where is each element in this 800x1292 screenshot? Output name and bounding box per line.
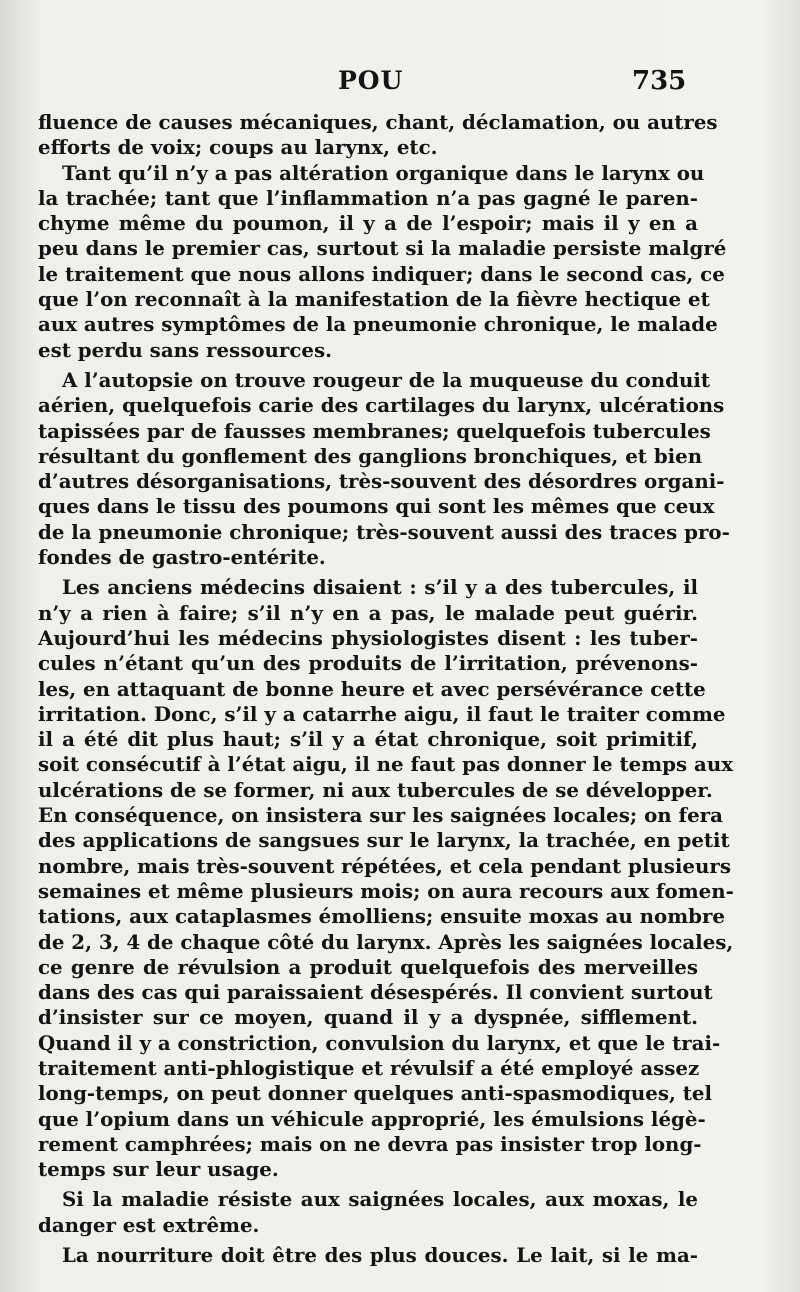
text-line: de la pneumonie chronique; très-souvent aussi des traces pro- [38, 519, 730, 544]
body-text [38, 110, 734, 1268]
text-line: Aujourd’hui les médecins physiologistes disent : les tuber- [38, 625, 698, 650]
text-line: ce genre de révulsion a produit quelquefois des merveilles [38, 954, 698, 979]
text-line: le traitement que nous allons indiquer; dans le second cas, ce [38, 261, 725, 286]
page-number: 735 [632, 66, 687, 96]
text-line: fluence de causes mécaniques, chant, déclamation, ou autres [38, 110, 718, 134]
text-line: irritation. Donc, s’il y a catarrhe aigu, il faut le traiter comme [38, 701, 726, 726]
text-line: En conséquence, on insistera sur les saignées locales; on fera [38, 803, 723, 828]
text-line: ques dans le tissu des poumons qui sont les mêmes que ceux [38, 494, 715, 519]
text-line: que l’opium dans un véhicule approprié, les émulsions légè- [38, 1106, 706, 1131]
text-line: efforts de voix; coups au larynx, etc. [38, 135, 438, 160]
text-line: soit consécutif à l’état aigu, il ne faut pas donner le temps aux [38, 752, 734, 777]
text-line: d’insister sur ce moyen, quand il y a dyspnée, sifflement. [38, 1005, 698, 1030]
text-line: Les anciens médecins disaient : s’il y a des tubercules, il [62, 575, 698, 600]
text-line: A l’autopsie on trouve rougeur de la muqueuse du conduit [62, 367, 711, 392]
text-line: La nourriture doit être des plus douces. Le lait, si le ma- [62, 1243, 698, 1268]
text-line: danger est extrême. [38, 1212, 260, 1237]
text-line: nombre, mais très-souvent répétées, et cela pendant plusieurs [38, 853, 731, 878]
text-line: la trachée; tant que l’inflammation n’a pas gagné le paren- [38, 185, 698, 210]
text-line: de 2, 3, 4 de chaque côté du larynx. Après les saignées locales, [38, 929, 734, 954]
text-line: rement camphrées; mais on ne devra pas insister trop long- [38, 1131, 702, 1156]
text-line: tapissées par de fausses membranes; quelquefois tubercules [38, 418, 711, 443]
text-line: chyme même du poumon, il y a de l’espoir; mais il y en a [38, 211, 698, 236]
text-line: il a été dit plus haut; s’il y a état chronique, soit primitif, [38, 727, 698, 752]
text-line: Si la maladie résiste aux saignées locales, aux moxas, le [62, 1187, 698, 1212]
text-line: les, en attaquant de bonne heure et avec persévérance cette [38, 676, 706, 701]
text-line: des applications de sangsues sur le larynx, la trachée, en petit [38, 828, 730, 853]
text-line: que l’on reconnaît à la manifestation de la fièvre hectique et [38, 287, 710, 312]
text-line: Tant qu’il n’y a pas altération organique dans le larynx ou [62, 160, 705, 185]
text-line: n’y a rien à faire; s’il n’y en a pas, le malade peut guérir. [38, 600, 698, 625]
text-line: résultant du gonflement des ganglions bronchiques, et bien [38, 443, 703, 468]
text-line: ulcérations de se former, ni aux tubercules de se développer. [38, 777, 713, 802]
text-line: semaines et même plusieurs mois; on aura recours aux fomen- [38, 878, 734, 903]
text-line: Quand il y a constriction, convulsion du larynx, et que le trai- [38, 1030, 721, 1055]
text-line: aérien, quelquefois carie des cartilages du larynx, ulcérations [38, 393, 725, 418]
text-line: dans des cas qui paraissaient désespérés. Il convient surtout [38, 980, 713, 1005]
text-line: cules n’étant qu’un des produits de l’irritation, prévenons- [38, 651, 698, 676]
text-line: long-temps, on peut donner quelques anti-spasmodiques, tel [38, 1081, 713, 1106]
running-head [0, 66, 800, 106]
text-line: temps sur leur usage. [38, 1157, 279, 1182]
running-head-title: POU [338, 66, 404, 95]
text-line: d’autres désorganisations, très-souvent des désordres organi- [38, 469, 725, 494]
text-line: est perdu sans ressources. [38, 337, 332, 362]
text-line: aux autres symptômes de la pneumonie chronique, le malade [38, 312, 718, 337]
text-line: fondes de gastro-entérite. [38, 545, 326, 570]
text-line: tations, aux cataplasmes émolliens; ensuite moxas au nombre [38, 904, 725, 929]
text-line: peu dans le premier cas, surtout si la maladie persiste malgré [38, 236, 727, 261]
text-line: traitement anti-phlogistique et révulsif a été employé assez [38, 1055, 700, 1080]
